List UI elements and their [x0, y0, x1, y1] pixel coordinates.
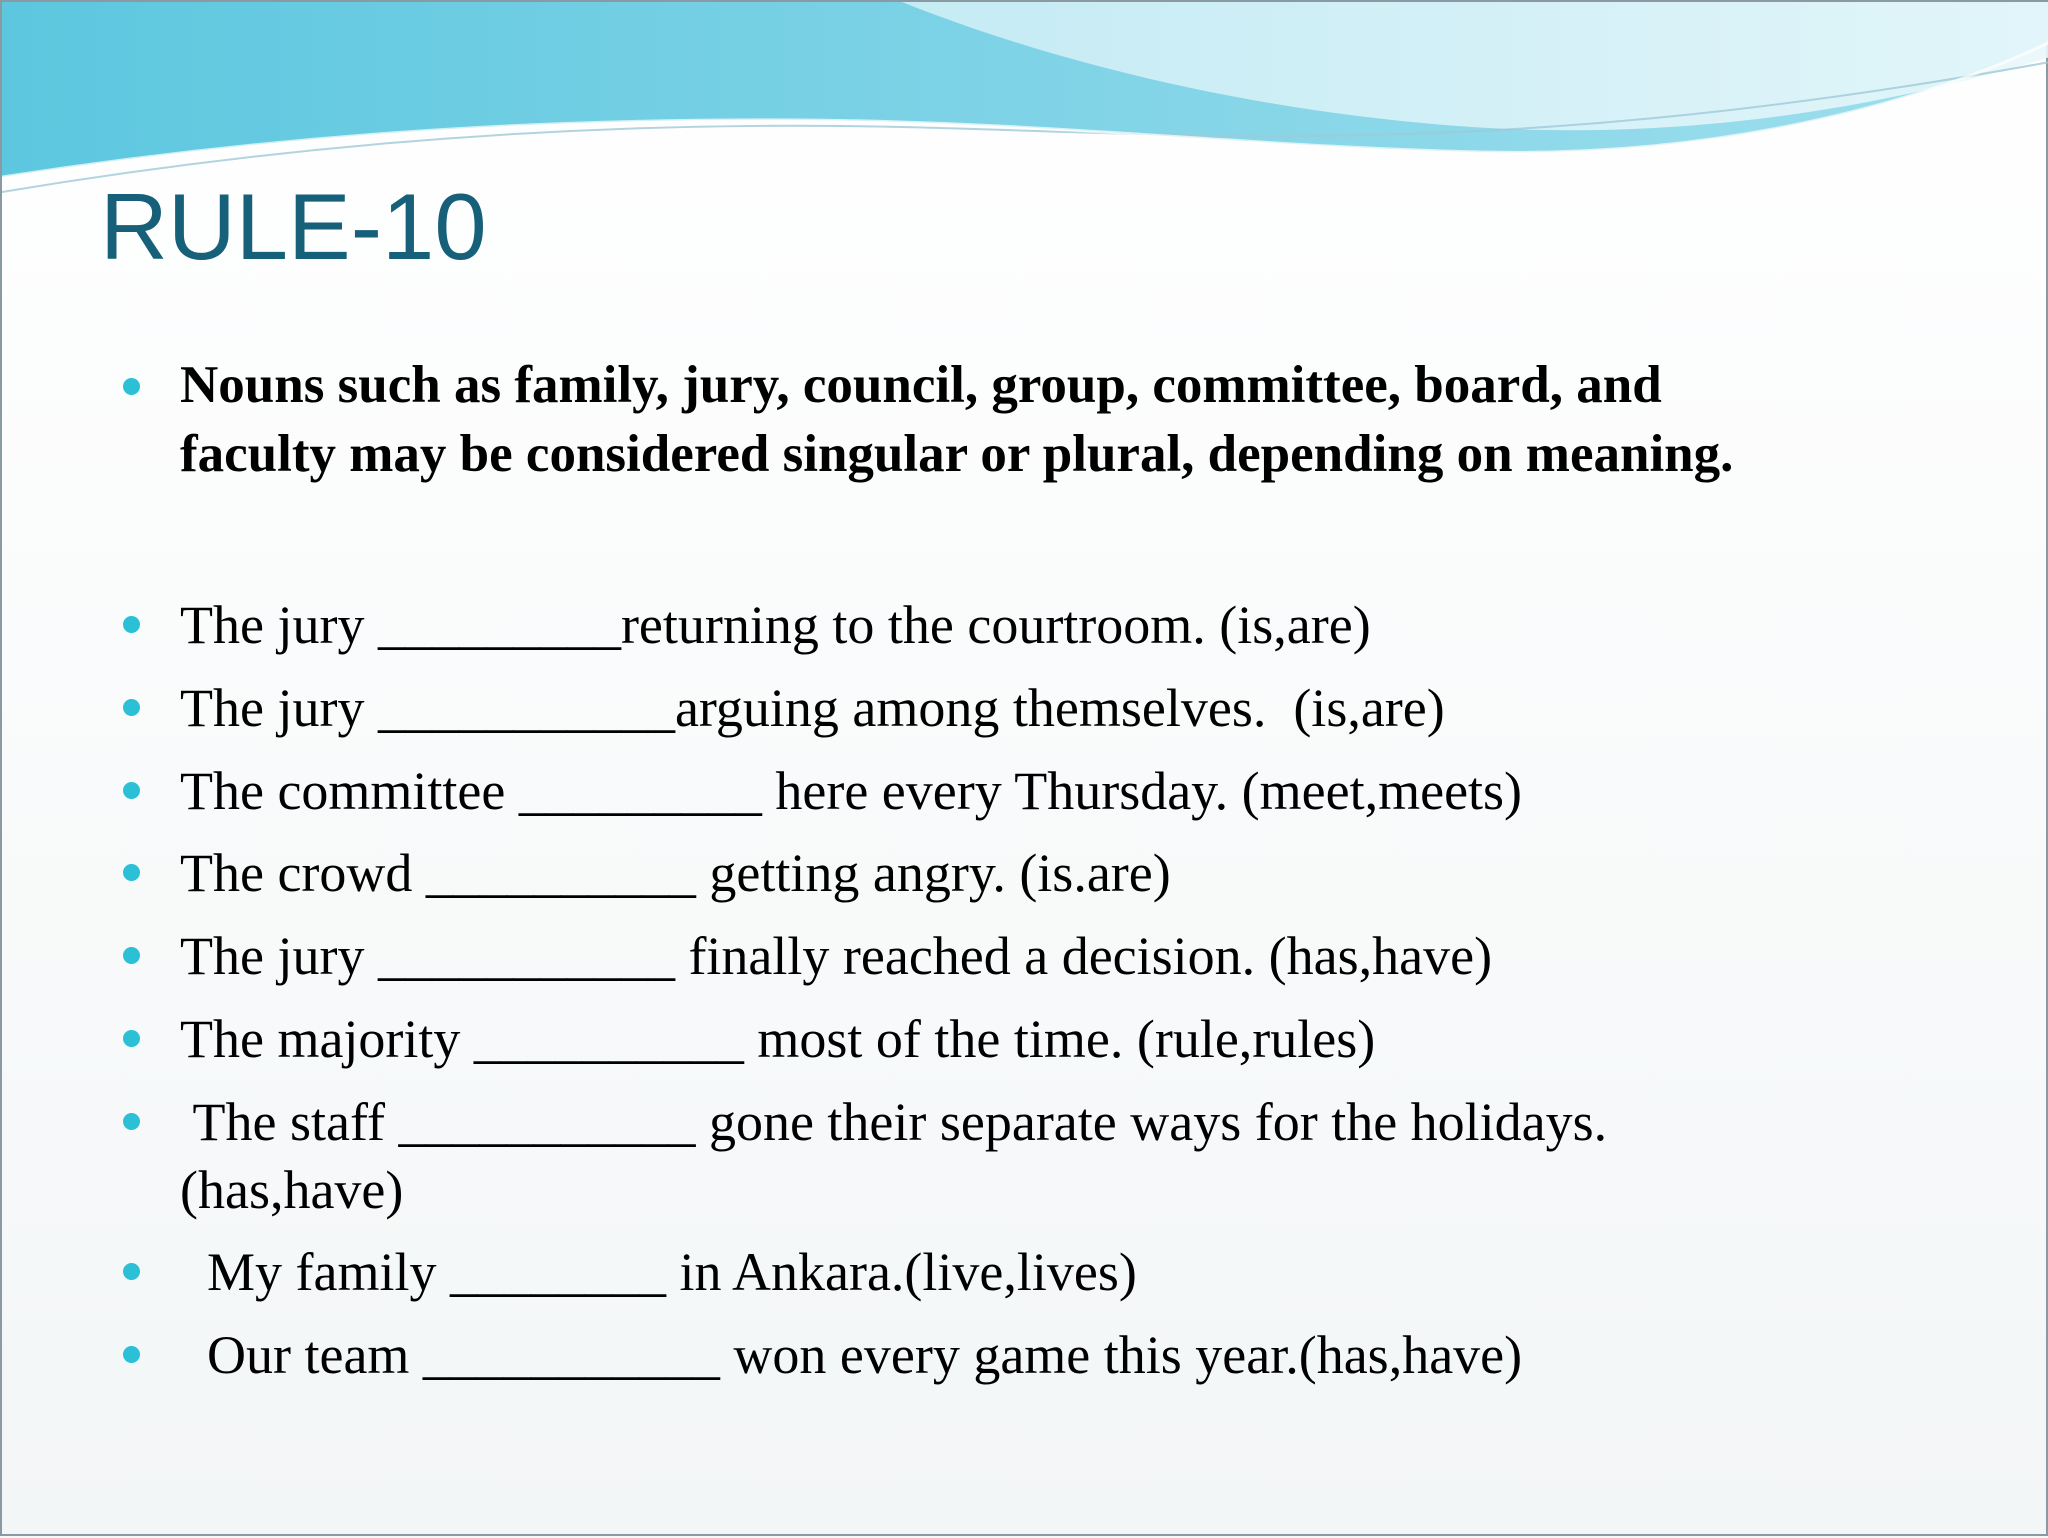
- exercise-item: The majority __________ most of the time. (rule,rules): [180, 1009, 1376, 1069]
- slide-content: [2, 2, 2048, 1538]
- exercise-item: Our team ___________ won every game this year.(has,have): [180, 1325, 1523, 1385]
- exercise-item-continuation: (has,have): [180, 1160, 404, 1220]
- bullet-dot: [123, 947, 140, 964]
- slide-title: RULE-10: [100, 174, 487, 279]
- rule-text-line-2: faculty may be considered singular or plural, depending on meaning.: [180, 425, 1734, 483]
- bullet-dot: [123, 616, 140, 633]
- exercise-item: My family ________ in Ankara.(live,lives): [180, 1242, 1137, 1302]
- exercise-item: The jury ___________ finally reached a decision. (has,have): [180, 926, 1493, 986]
- bullet-dot: [123, 864, 140, 881]
- bullet-dot: [123, 1263, 140, 1280]
- bullet-dot: [123, 782, 140, 799]
- bullet-dot: [123, 1113, 140, 1130]
- bullet-dot: [123, 378, 140, 395]
- exercise-item: The jury _________returning to the courtroom. (is,are): [180, 595, 1371, 655]
- bullet-dot: [123, 1346, 140, 1363]
- exercise-item: The staff ___________ gone their separate ways for the holidays.: [180, 1092, 1608, 1152]
- bullet-dot: [123, 1030, 140, 1047]
- exercise-item: The crowd __________ getting angry. (is.are): [180, 843, 1171, 903]
- bullet-dot: [123, 699, 140, 716]
- exercise-item: The committee _________ here every Thursday. (meet,meets): [180, 761, 1523, 821]
- exercise-item: The jury ___________arguing among themselves. (is,are): [180, 678, 1445, 738]
- rule-text-line-1: Nouns such as family, jury, council, group, committee, board, and: [180, 356, 1662, 414]
